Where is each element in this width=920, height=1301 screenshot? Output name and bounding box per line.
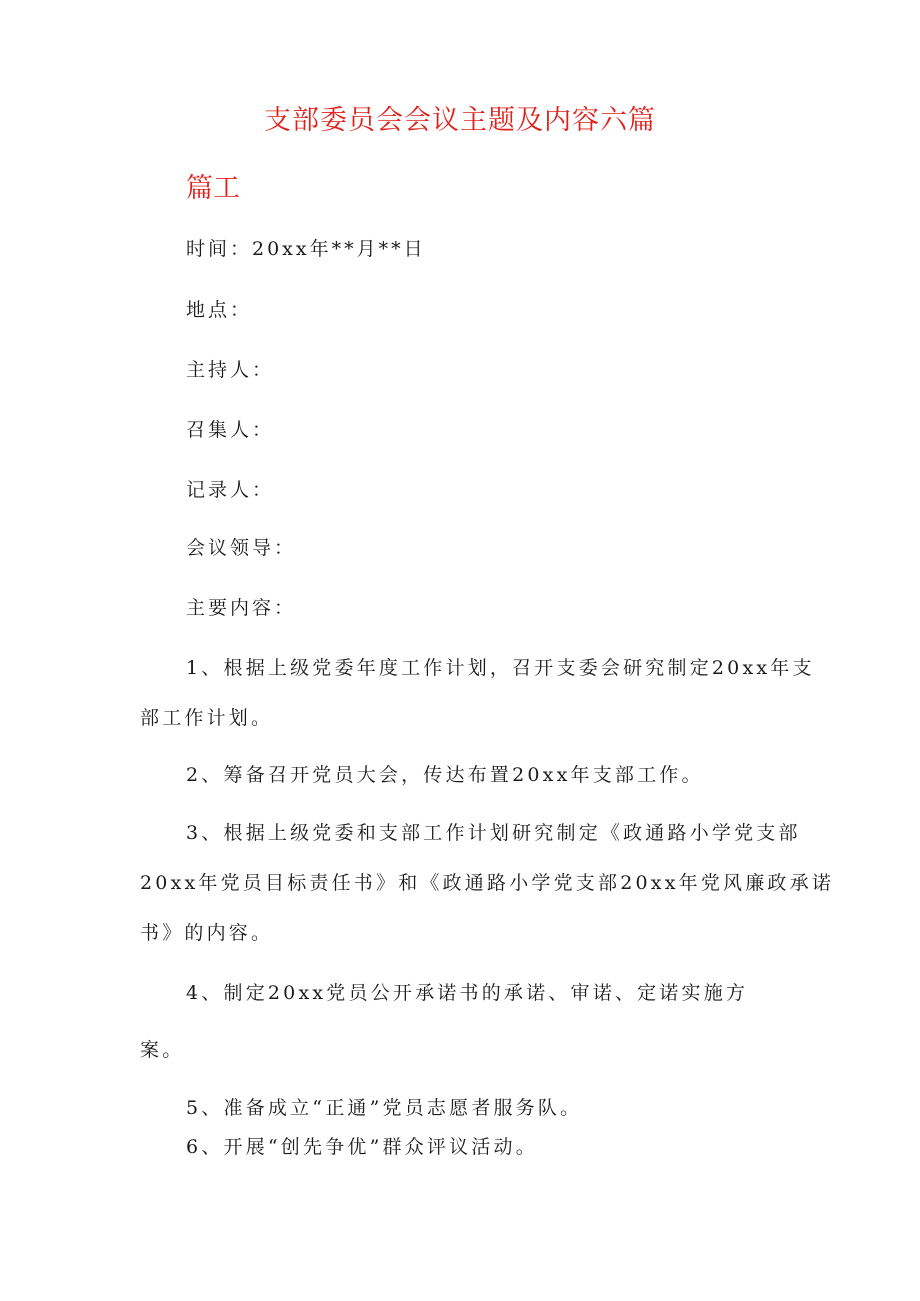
field-main-content: 主要内容： [186, 597, 297, 619]
item-2: 2、筹备召开党员大会，传达布置20xx年支部工作。 [186, 764, 704, 786]
item-3-line-1: 3、根据上级党委和支部工作计划研究制定《政通路小学党支部 [186, 822, 801, 844]
section-heading: 篇工 [186, 173, 240, 204]
item-1-line-2: 部工作计划。 [140, 707, 274, 729]
field-host: 主持人： [186, 359, 275, 381]
item-3-line-2: 20xx年党员目标责任书》和《政通路小学党支部20xx年党风廉政承诺 [140, 872, 835, 894]
item-6: 6、开展“创先争优”群众评议活动。 [186, 1136, 538, 1158]
item-4-line-2: 案。 [140, 1039, 185, 1061]
field-recorder: 记录人： [186, 479, 275, 501]
item-5: 5、准备成立“正通”党员志愿者服务队。 [186, 1097, 583, 1119]
field-location: 地点： [186, 299, 253, 321]
item-1-line-1: 1、根据上级党委年度工作计划，召开支委会研究制定20xx年支 [186, 657, 815, 679]
document-title: 支部委员会会议主题及内容六篇 [264, 105, 656, 136]
field-leaders: 会议领导： [186, 537, 297, 559]
item-3-line-3: 书》的内容。 [140, 922, 274, 944]
field-time: 时间：20xx年**月**日 [186, 238, 426, 260]
field-convener: 召集人： [186, 419, 275, 441]
item-4-line-1: 4、制定20xx党员公开承诺书的承诺、审诺、定诺实施方 [186, 982, 749, 1004]
